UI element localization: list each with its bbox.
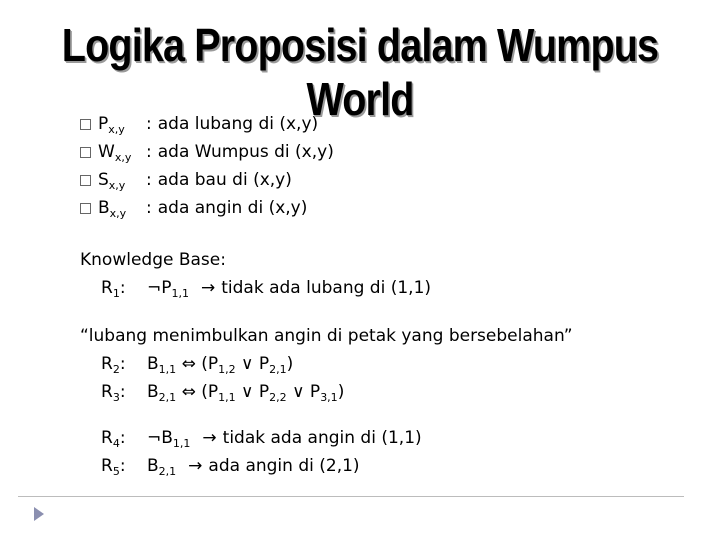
definition-item <box>80 194 334 222</box>
footer-divider <box>18 496 684 497</box>
definition-item <box>80 138 334 166</box>
definition-symbol: $P_{x,y}$ <box>98 114 125 136</box>
rule-r2: $R_2$: $B_{1,1}$ ⇔ ($P_{1,2}$ ∨ $P_{2,1}$) <box>101 354 294 376</box>
definition-text: ada Wumpus di (x,y) <box>157 142 334 162</box>
colon: : <box>146 170 152 190</box>
rule-r3: $R_3$: $B_{2,1}$ ⇔ ($P_{1,1}$ ∨ $P_{2,2}$ ∨ $P_{3,1}$) <box>101 382 345 404</box>
quote-block <box>80 322 573 406</box>
rules-block <box>80 424 422 480</box>
knowledge-base-block <box>80 246 431 302</box>
play-arrow-icon[interactable] <box>34 507 44 521</box>
definition-symbol: $W_{x,y}$ <box>98 142 132 164</box>
definition-item <box>80 110 334 138</box>
definition-list <box>80 110 334 222</box>
definition-symbol: $B_{x,y}$ <box>98 198 127 220</box>
arrow-icon: → <box>202 428 217 448</box>
definition-text: ada lubang di (x,y) <box>157 114 319 134</box>
rule-r5: $R_5$: $B_{2,1}$ → ada angin di (2,1) <box>101 456 360 478</box>
kb-heading: Knowledge Base: <box>80 250 226 270</box>
definition-symbol: $S_{x,y}$ <box>98 170 126 192</box>
colon: : <box>146 142 152 162</box>
bullet-icon <box>80 175 91 186</box>
bullet-icon <box>80 203 91 214</box>
definition-text: ada bau di (x,y) <box>157 170 292 190</box>
slide-title: Logika Proposisi dalam Wumpus World <box>61 19 659 125</box>
quote-text: “lubang menimbulkan angin di petak yang bersebelahan” <box>80 326 573 346</box>
bullet-icon <box>80 147 91 158</box>
rule-r4: $R_4$: $\neg B_{1,1}$ → tidak ada angin di (1,1) <box>101 428 422 450</box>
colon: : <box>146 114 152 134</box>
arrow-icon: → <box>201 278 216 298</box>
arrow-icon: → <box>188 456 203 476</box>
colon: : <box>146 198 152 218</box>
definition-text: ada angin di (x,y) <box>157 198 308 218</box>
bullet-icon <box>80 119 91 130</box>
rule-r1: $R_1$: $\neg P_{1,1}$ → tidak ada lubang di (1,1) <box>101 278 432 300</box>
definition-item <box>80 166 334 194</box>
